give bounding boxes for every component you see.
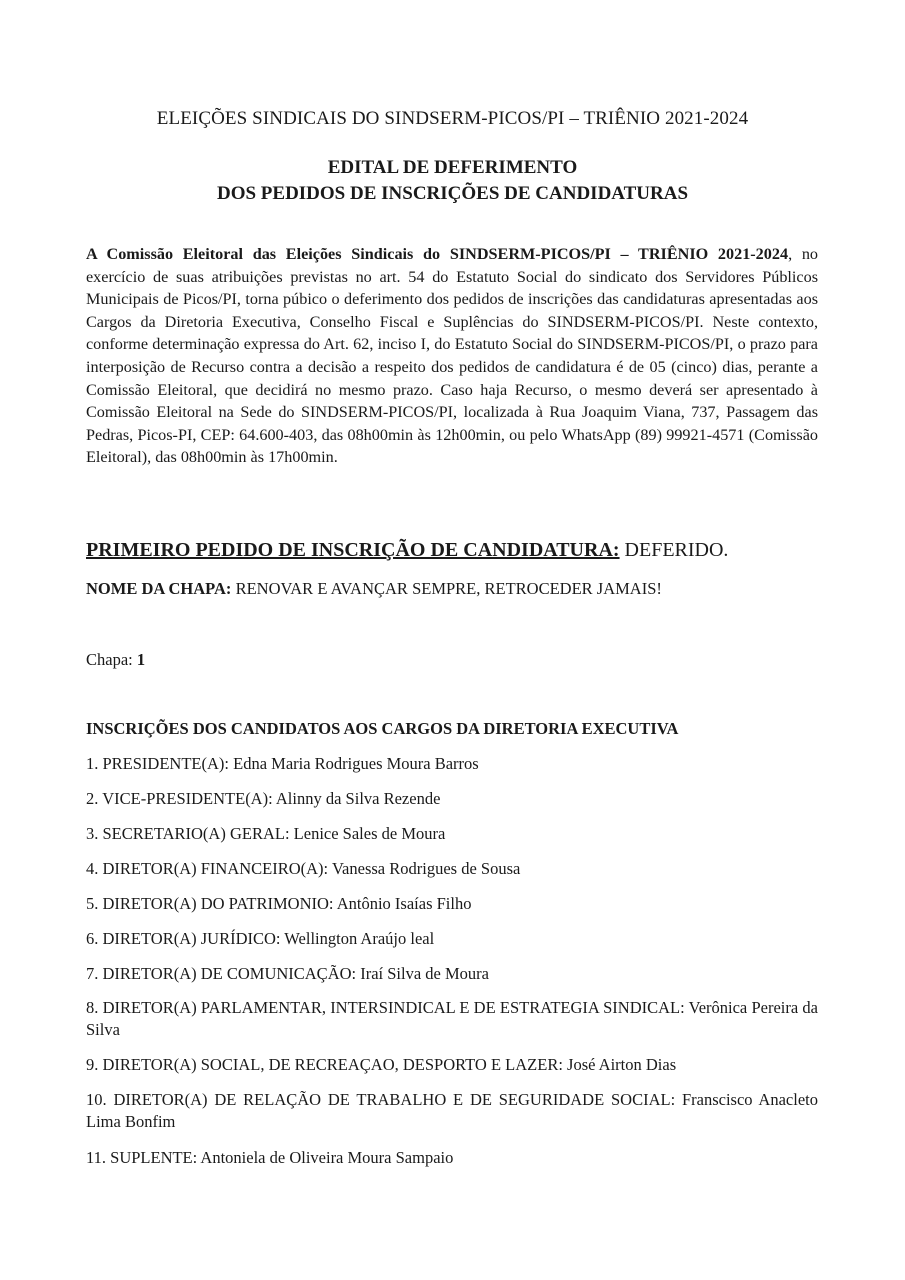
list-item: 10. DIRETOR(A) DE RELAÇÃO DE TRABALHO E DE SEGURIDADE SOCIAL: Franscisco Anacleto Lima Bonfim xyxy=(86,1090,818,1131)
list-item: 11. SUPLENTE: Antoniela de Oliveira Moura Sampaio xyxy=(86,1148,454,1167)
chapa-number xyxy=(86,650,145,670)
list-item: 7. DIRETOR(A) DE COMUNICAÇÃO: Iraí Silva de Moura xyxy=(86,964,489,983)
chapa-number-value: 1 xyxy=(136,650,146,669)
list-item: 4. DIRETOR(A) FINANCEIRO(A): Vanessa Rodrigues de Sousa xyxy=(86,859,521,878)
intro-bold-lead: A Comissão Eleitoral das Eleições Sindicais do SINDSERM-PICOS/PI – TRIÊNIO 2021-2024 xyxy=(86,245,789,263)
list-item: 8. DIRETOR(A) PARLAMENTAR, INTERSINDICAL E DE ESTRATEGIA SINDICAL: Verônica Pereira da Silva xyxy=(86,998,818,1039)
intro-paragraph xyxy=(86,243,818,469)
chapa-name-label: NOME DA CHAPA: xyxy=(86,579,232,598)
list-item: 6. DIRETOR(A) JURÍDICO: Wellington Araújo leal xyxy=(86,929,435,948)
list-item: 1. PRESIDENTE(A): Edna Maria Rodrigues Moura Barros xyxy=(86,754,479,773)
list-item: 5. DIRETOR(A) DO PATRIMONIO: Antônio Isaías Filho xyxy=(86,894,472,913)
section-status: DEFERIDO. xyxy=(619,539,729,561)
list-item: 3. SECRETARIO(A) GERAL: Lenice Sales de Moura xyxy=(86,824,446,843)
election-header: ELEIÇÕES SINDICAIS DO SINDSERM-PICOS/PI – TRIÊNIO 2021-2024 xyxy=(156,108,749,129)
candidates-list-heading: INSCRIÇÕES DOS CANDIDATOS AOS CARGOS DA DIRETORIA EXECUTIVA xyxy=(86,719,679,738)
section-heading-text: PRIMEIRO PEDIDO DE INSCRIÇÃO DE CANDIDATURA: xyxy=(86,539,620,561)
section-heading xyxy=(86,539,728,562)
edital-title: EDITAL DE DEFERIMENTO xyxy=(327,157,578,178)
intro-body: , no exercício de suas atribuições previstas no art. 54 do Estatuto Social do sindicato dos Servidores Públicos Municipais de Picos/PI, torna púbico o deferimento dos pedidos de inscrições das candidaturas apresentadas aos Cargos da Diretoria Executiva, Conselho Fiscal e Suplências do SINDSERM-PICOS/PI. Neste contexto, conforme determinação expressa do Art. 62, inciso I, do Estatuto Social do SINDSERM-PICOS/PI, o prazo para interposição de Recurso contra a decisão a respeito dos pedidos de candidatura é de 05 (cinco) dias, perante a Comissão Eleitoral, que decidirá no mesmo prazo. Caso haja Recurso, o mesmo deverá ser apresentado à Comissão Eleitoral na Sede do SINDSERM-PICOS/PI, localizada à Rua Joaquim Viana, 737, Passagem das Pedras, Picos-PI, CEP: 64.600-403, das 08h00min às 12h00min, ou pelo WhatsApp (89) 99921-4571 (Comissão Eleitoral), das 08h00min às 17h00min. xyxy=(86,245,819,467)
edital-subtitle: DOS PEDIDOS DE INSCRIÇÕES DE CANDIDATURAS xyxy=(216,183,689,204)
chapa-name-value: RENOVAR E AVANÇAR SEMPRE, RETROCEDER JAMAIS! xyxy=(231,579,662,598)
chapa-label: Chapa: xyxy=(86,650,137,669)
chapa-name xyxy=(86,579,662,599)
list-item: 2. VICE-PRESIDENTE(A): Alinny da Silva Rezende xyxy=(86,789,441,808)
list-item: 9. DIRETOR(A) SOCIAL, DE RECREAÇAO, DESPORTO E LAZER: José Airton Dias xyxy=(86,1055,677,1074)
